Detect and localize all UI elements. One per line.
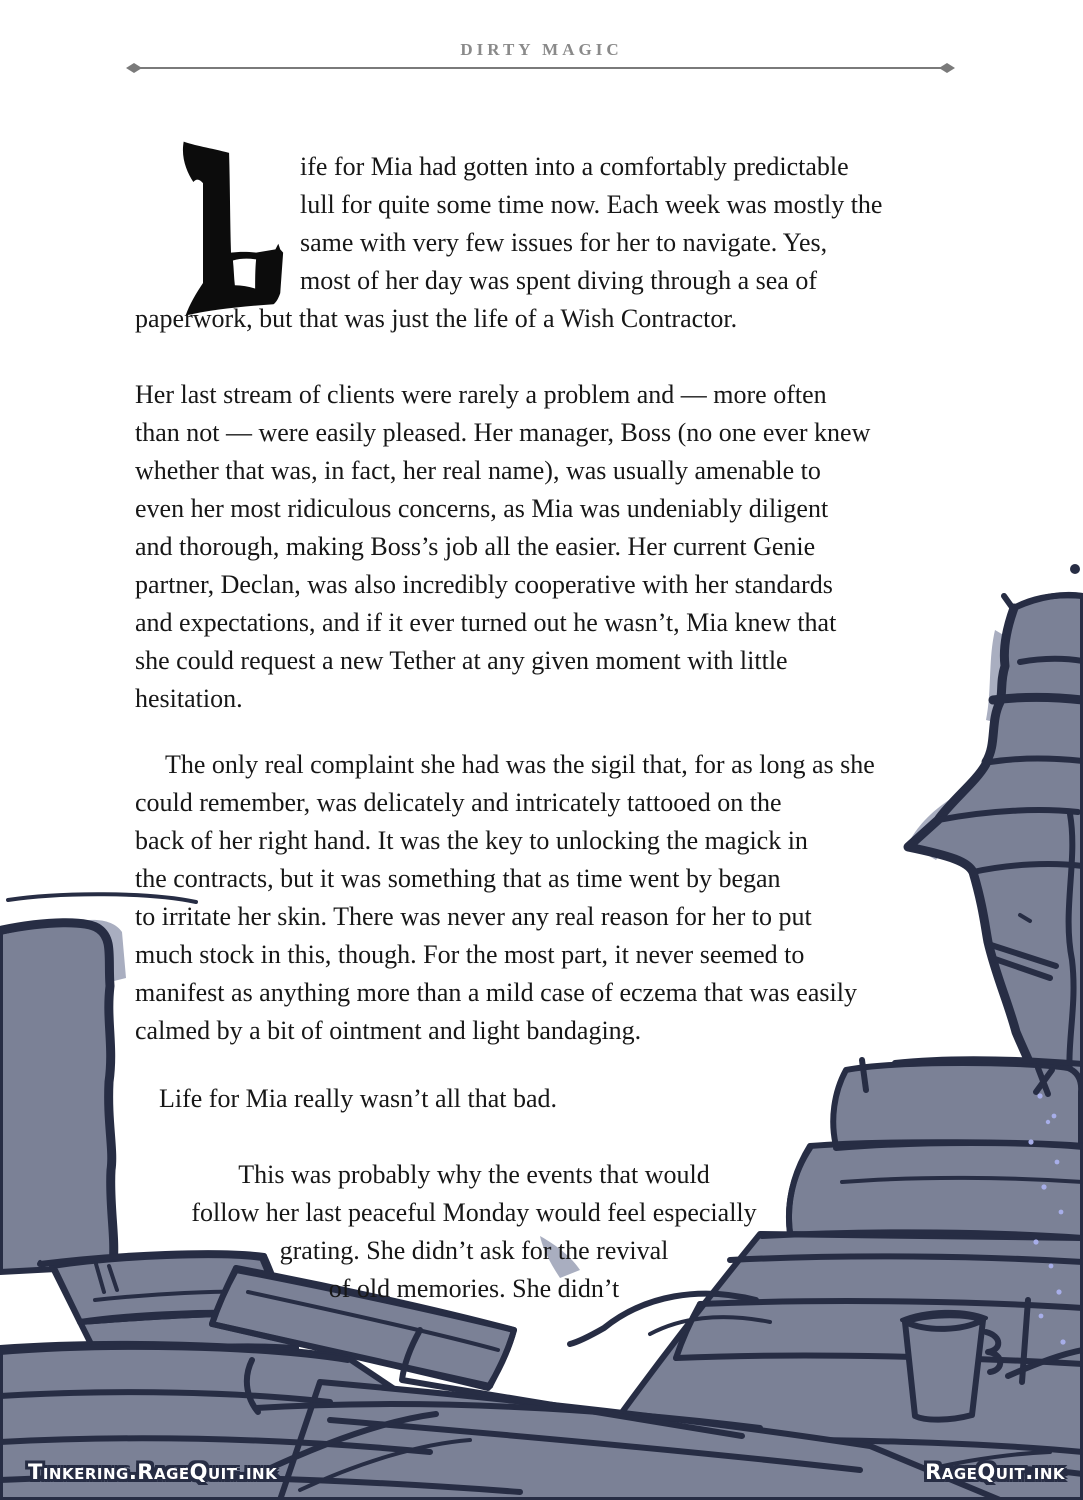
paragraph-1 — [135, 148, 963, 338]
paragraph-5 — [112, 1156, 836, 1308]
cup — [902, 1312, 986, 1420]
paragraph-text: This was probably why the events that would follow her last peaceful Monday would feel especially grating. She didn’t ask for the revival of old memories. She didn’t — [191, 1160, 757, 1303]
paragraph-text: The only real complaint she had was the sigil that, for as long as she could remember, was delicately and intricately tattooed on the back of her right hand. It was the key to unlocking the magick in the contracts, but it was something that as time went by began to irritate her skin. There was never any real reason for her to put much stock in this, though. For the most part, it never seemed to manifest as anything more than a mild case of eczema that was easily calmed by a bit of ointment and light bandaging. — [135, 750, 875, 1045]
paragraph-text: Her last stream of clients were rarely a problem and — more often than not — were easily pleased. Her manager, Boss (no one ever knew whether that was, in fact, her real name), was usually amenable to even her most ridiculous concerns, as Mia was undeniably diligent and thorough, making Boss’s job all the easier. Her current Genie partner, Declan, was also incredibly cooperative with her standards and expectations, and if it ever turned out he wasn’t, Mia knew that she could request a new Tether at any given moment with little hesitation. — [135, 380, 871, 713]
site-url-right: RageQuit.ink — [925, 1460, 1065, 1484]
paragraph-3 — [135, 746, 963, 1050]
drop-cap-letter-L — [175, 136, 287, 320]
paragraph-4 — [135, 1080, 963, 1118]
page-title: DIRTY MAGIC — [460, 40, 623, 59]
paragraph-text: ife for Mia had gotten into a comfortably predictable lull for quite some time now. Each week was mostly the same with very few issues for her to navigate. Yes, most of her day was spent diving through a sea of paperwork, but that was just the life of a Wish Contractor. — [135, 152, 883, 333]
paragraph-2 — [135, 376, 963, 718]
drop-cap — [135, 148, 300, 298]
site-url-left: Tinkering.RageQuit.ink — [28, 1460, 278, 1484]
paragraph-text: Life for Mia really wasn’t all that bad. — [159, 1084, 558, 1113]
